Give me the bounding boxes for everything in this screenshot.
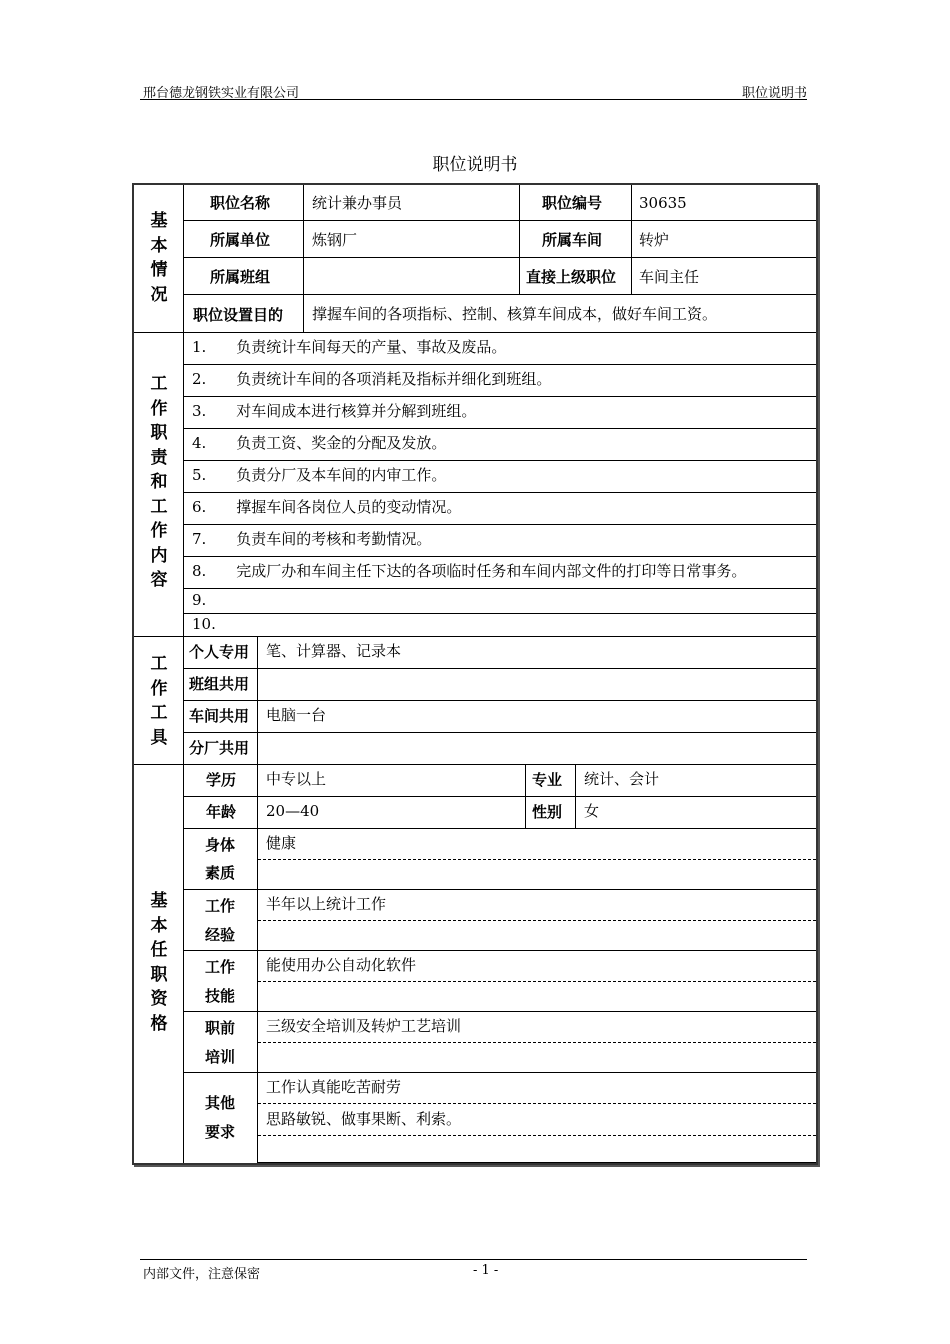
- duty-item: 9.: [192, 591, 207, 609]
- position-name-label: 职位名称: [210, 194, 271, 212]
- workshop-label: 所属车间: [542, 231, 603, 249]
- dashed-rule: [258, 859, 816, 860]
- row-line: [184, 796, 816, 797]
- section-label-basic-info: 基本情况: [150, 211, 168, 305]
- row-line: [184, 524, 816, 525]
- row-line: [184, 732, 816, 733]
- header-rule: [140, 99, 807, 100]
- row-line: [184, 1011, 816, 1012]
- education-label: 学历: [206, 771, 237, 789]
- training-label-line2: 培训: [204, 1048, 235, 1066]
- unit-value: 炼钢厂: [312, 231, 358, 249]
- section-label-qualifications: 基本任职资格: [150, 891, 168, 1034]
- row-line: [184, 588, 816, 589]
- age-label: 年龄: [206, 803, 237, 821]
- other-label-line1: 其他: [204, 1094, 235, 1112]
- section-divider: [134, 764, 816, 765]
- duty-item: 6. 撑握车间各岗位人员的变动情况。: [192, 498, 462, 516]
- row-line: [184, 613, 816, 614]
- section-label-duties: 工作职责和工作内容: [150, 374, 168, 590]
- team-label: 所属班组: [210, 268, 271, 286]
- tool-value: 电脑一台: [266, 706, 327, 724]
- row-line: [258, 1162, 816, 1163]
- tool-label: 班组共用: [189, 675, 250, 693]
- experience-label-line1: 工作: [204, 897, 235, 915]
- row-line: [184, 364, 816, 365]
- duty-item: 8. 完成厂办和车间主任下达的各项临时任务和车间内部文件的打印等日常事务。: [192, 562, 747, 580]
- row-line: [184, 257, 816, 258]
- gender-value: 女: [584, 802, 600, 820]
- row-line: [184, 889, 816, 890]
- training-label-line1: 职前: [204, 1019, 235, 1037]
- col-line: [631, 185, 632, 295]
- footer-note: 内部文件，注意保密: [143, 1267, 261, 1282]
- row-line: [184, 668, 816, 669]
- duty-item: 4. 负责工资、奖金的分配及发放。: [192, 434, 447, 452]
- page-number: - 1 -: [473, 1263, 499, 1278]
- gender-label: 性别: [532, 803, 563, 821]
- other-value-1: 工作认真能吃苦耐劳: [266, 1078, 402, 1096]
- dashed-rule: [258, 920, 816, 921]
- section-label-tools: 工作工具: [150, 654, 168, 748]
- col-line: [575, 765, 576, 829]
- skills-label-line1: 工作: [204, 958, 235, 976]
- tool-label: 个人专用: [189, 643, 250, 661]
- experience-label-line2: 经验: [204, 926, 235, 944]
- row-line: [184, 428, 816, 429]
- training-value: 三级安全培训及转炉工艺培训: [266, 1017, 462, 1035]
- age-value: 20—40: [266, 802, 320, 820]
- duty-item: 5. 负责分厂及本车间的内审工作。: [192, 466, 447, 484]
- row-line: [184, 700, 816, 701]
- footer-rule: [140, 1259, 807, 1260]
- experience-value: 半年以上统计工作: [266, 895, 387, 913]
- duty-item: 7. 负责车间的考核和考勤情况。: [192, 530, 432, 548]
- purpose-label: 职位设置目的: [193, 306, 284, 324]
- duty-item: 10.: [192, 615, 216, 633]
- supervisor-value: 车间主任: [639, 268, 700, 286]
- row-line: [184, 492, 816, 493]
- major-value: 统计、会计: [584, 770, 660, 788]
- dashed-rule: [258, 1135, 816, 1136]
- section-divider: [134, 332, 816, 333]
- tool-value: 笔、计算器、记录本: [266, 642, 402, 660]
- position-name-value: 统计兼办事员: [312, 194, 403, 212]
- col-line: [519, 185, 520, 295]
- tool-label: 车间共用: [189, 707, 250, 725]
- physical-value: 健康: [266, 834, 297, 852]
- row-line: [184, 950, 816, 951]
- row-line: [184, 396, 816, 397]
- col-line: [303, 185, 304, 332]
- page-title: 职位说明书: [432, 155, 518, 175]
- position-code-label: 职位编号: [542, 194, 603, 212]
- row-line: [184, 556, 816, 557]
- skills-value: 能使用办公自动化软件: [266, 956, 417, 974]
- tool-label: 分厂共用: [189, 739, 250, 757]
- skills-label-line2: 技能: [204, 987, 235, 1005]
- job-description-table: [132, 183, 818, 1165]
- other-label-line2: 要求: [204, 1123, 235, 1141]
- section-divider: [134, 636, 816, 637]
- major-label: 专业: [532, 771, 563, 789]
- physical-label-line1: 身体: [204, 836, 235, 854]
- unit-label: 所属单位: [210, 231, 271, 249]
- row-line: [184, 294, 816, 295]
- other-value-2: 思路敏锐、做事果断、利索。: [266, 1110, 462, 1128]
- physical-label-line2: 素质: [204, 864, 235, 882]
- dashed-rule: [258, 1103, 816, 1104]
- dashed-rule: [258, 981, 816, 982]
- duty-item: 2. 负责统计车间的各项消耗及指标并细化到班组。: [192, 370, 552, 388]
- duty-item: 1. 负责统计车间每天的产量、事故及废品。: [192, 338, 507, 356]
- dashed-rule: [258, 1042, 816, 1043]
- purpose-value: 撑握车间的各项指标、控制、核算车间成本，做好车间工资。: [312, 305, 718, 323]
- row-line: [184, 460, 816, 461]
- header-company: 邢台德龙钢铁实业有限公司: [143, 86, 300, 101]
- workshop-value: 转炉: [639, 231, 670, 249]
- col-line: [525, 765, 526, 829]
- supervisor-label: 直接上级职位: [526, 268, 617, 286]
- duty-item: 3. 对车间成本进行核算并分解到班组。: [192, 402, 477, 420]
- row-line: [184, 1072, 816, 1073]
- header-doc-type: 职位说明书: [741, 86, 807, 101]
- education-value: 中专以上: [266, 770, 327, 788]
- position-code-value: 30635: [639, 194, 687, 212]
- row-line: [184, 828, 816, 829]
- row-line: [184, 220, 816, 221]
